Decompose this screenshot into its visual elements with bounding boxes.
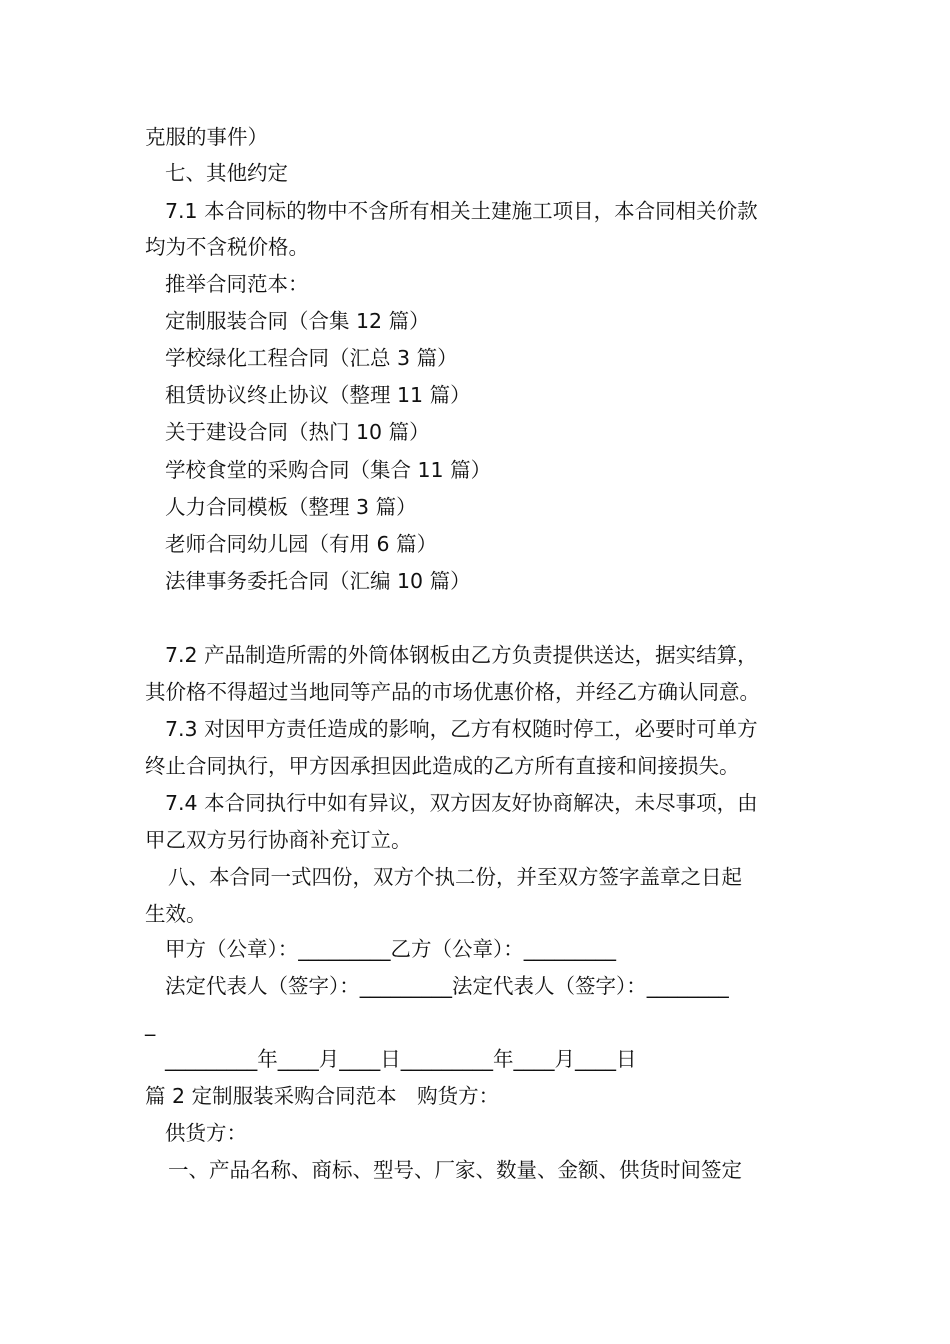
chapter-heading: 篇 2 定制服装采购合同范本 购货方：	[145, 1084, 500, 1108]
recommend-item: 学校食堂的采购合同（集合 11 篇）	[165, 458, 492, 482]
text-line: 甲乙双方另行协商补充订立。	[145, 828, 412, 852]
signature-seal-line: 甲方（公章）：_________乙方（公章）：_________	[165, 937, 616, 961]
recommend-item: 法律事务委托合同（汇编 10 篇）	[165, 569, 471, 593]
signature-rep-line: 法定代表人（签字）：_________法定代表人（签字）：________	[165, 974, 729, 998]
text-line: _	[145, 1012, 156, 1036]
text-line: 其价格不得超过当地同等产品的市场优惠价格，并经乙方确认同意。	[145, 680, 760, 704]
text-line: 均为不含税价格。	[145, 235, 309, 259]
supplier-line: 供货方：	[165, 1121, 247, 1145]
recommend-item: 学校绿化工程合同（汇总 3 篇）	[165, 346, 458, 370]
recommend-item: 人力合同模板（整理 3 篇）	[165, 495, 417, 519]
clause-7-3: 7.3 对因甲方责任造成的影响，乙方有权随时停工，必要时可单方	[165, 717, 758, 741]
recommend-heading: 推举合同范本：	[165, 272, 309, 296]
recommend-item: 老师合同幼儿园（有用 6 篇）	[165, 532, 438, 556]
recommend-item: 关于建设合同（热门 10 篇）	[165, 420, 430, 444]
clause-7-1: 7.1 本合同标的物中不含所有相关土建施工项目，本合同相关价款	[165, 199, 758, 223]
clause-7-2: 7.2 产品制造所需的外筒体钢板由乙方负责提供送达，据实结算，	[165, 643, 758, 667]
signature-date-line: _________年____月____日_________年____月____日	[165, 1047, 637, 1071]
recommend-item: 定制服装合同（合集 12 篇）	[165, 309, 430, 333]
text-line: 克服的事件）	[145, 125, 268, 149]
section-heading-8: 八、本合同一式四份，双方个执二份，并至双方签字盖章之日起	[168, 865, 742, 889]
text-line: 生效。	[145, 902, 207, 926]
section-heading-7: 七、其他约定	[165, 161, 288, 185]
recommend-item: 租赁协议终止协议（整理 11 篇）	[165, 383, 471, 407]
text-line: 终止合同执行，甲方因承担因此造成的乙方所有直接和间接损失。	[145, 754, 740, 778]
section-heading-1: 一、产品名称、商标、型号、厂家、数量、金额、供货时间签定	[168, 1158, 742, 1182]
clause-7-4: 7.4 本合同执行中如有异议，双方因友好协商解决，未尽事项，由	[165, 791, 758, 815]
